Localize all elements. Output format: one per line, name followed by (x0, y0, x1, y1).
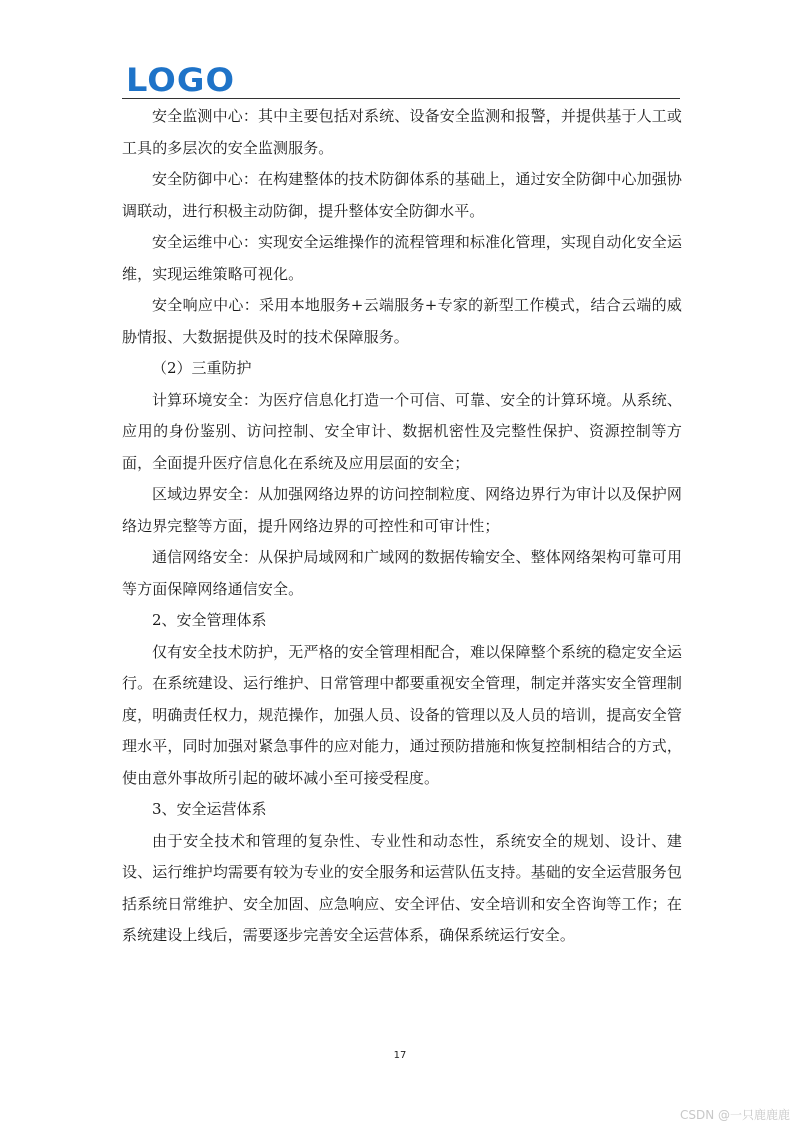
paragraph-security-operations-center: 安全运维中心：实现安全运维操作的流程管理和标准化管理，实现自动化安全运维，实现运维策略可视化。 (122, 233, 682, 283)
paragraph-computing-environment-security: 计算环境安全：为医疗信息化打造一个可信、可靠、安全的计算环境。从系统、应用的身份鉴别、访问控制、安全审计、数据机密性及完整性保护、资源控制等方面，全面提升医疗信息化在系统及应用层面的安全； (122, 390, 682, 472)
paragraph-security-monitoring-center: 安全监测中心：其中主要包括对系统、设备安全监测和报警，并提供基于人工或工具的多层次的安全监测服务。 (122, 107, 682, 157)
section-heading-security-operation-system: 3、安全运营体系 (152, 800, 267, 818)
paragraph-security-defense-center: 安全防御中心：在构建整体的技术防御体系的基础上，通过安全防御中心加强协调联动，进行积极主动防御，提升整体安全防御水平。 (122, 170, 682, 220)
section-heading-security-management-system: 2、安全管理体系 (152, 611, 267, 629)
paragraph-security-operation: 由于安全技术和管理的复杂性、专业性和动态性，系统安全的规划、设计、建设、运行维护均需要有较为专业的安全服务和运营队伍支持。基础的安全运营服务包括系统日常维护、安全加固、应急响应、安全评估、安全培训和安全咨询等工作；在系统建设上线后，需要逐步完善安全运营体系，确保系统运行安全。 (122, 831, 682, 944)
paragraph-communication-network-security: 通信网络安全：从保护局域网和广域网的数据传输安全、整体网络架构可靠可用等方面保障网络通信安全。 (122, 548, 682, 598)
document-body (122, 101, 682, 952)
header-divider (122, 98, 680, 99)
paragraph-area-boundary-security: 区域边界安全：从加强网络边界的访问控制粒度、网络边界行为审计以及保护网络边界完整等方面，提升网络边界的可控性和可审计性； (122, 485, 682, 535)
page-number: 17 (393, 1050, 407, 1061)
logo: LOGO (126, 61, 236, 99)
watermark: CSDN @一只鹿鹿鹿 (679, 1108, 790, 1122)
paragraph-security-response-center: 安全响应中心：采用本地服务+云端服务+专家的新型工作模式，结合云端的威胁情报、大数据提供及时的技术保障服务。 (122, 296, 682, 346)
section-heading-triple-protection: （2）三重防护 (152, 359, 252, 377)
paragraph-security-management: 仅有安全技术防护，无严格的安全管理相配合，难以保障整个系统的稳定安全运行。在系统建设、运行维护、日常管理中都要重视安全管理，制定并落实安全管理制度，明确责任权力，规范操作，加强人员、设备的管理以及人员的培训，提高安全管理水平，同时加强对紧急事件的应对能力，通过预防措施和恢复控制相结合的方式，使由意外事故所引起的破坏减小至可接受程度。 (122, 642, 682, 787)
page-header (122, 60, 680, 100)
